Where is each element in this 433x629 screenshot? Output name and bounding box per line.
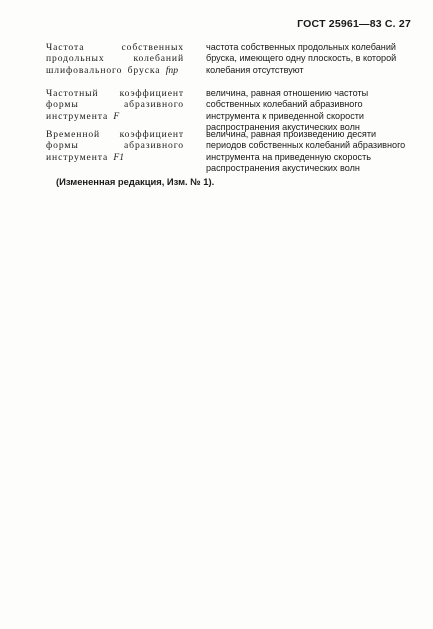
term-row xyxy=(46,88,414,133)
term-symbol: F xyxy=(113,110,120,122)
term-name xyxy=(46,88,184,133)
term-definition: величина, равная произведению десяти периодов собственных колебаний абразивного инструмента на приведенную скорость распространения акустических волн xyxy=(206,129,406,173)
term-row xyxy=(46,129,414,174)
amendment-note: (Измененная редакция, Изм. № 1). xyxy=(56,176,215,187)
term-symbol: F1 xyxy=(113,151,125,163)
term-text: Частота собственных продольных колебаний шлифовального бруска xyxy=(46,42,184,76)
term-name xyxy=(46,42,184,76)
term-text: Временной коэффициент формы абразивного инструмента xyxy=(46,129,184,163)
term-symbol: fпр xyxy=(165,64,179,76)
term-definition: величина, равная отношению частоты собственных колебаний абразивного инструмента к приведенной скорости распространения акустических волн xyxy=(206,88,369,132)
standard-header: ГОСТ 25961—83 С. 27 xyxy=(297,18,411,30)
term-text: Частотный коэффициент формы абразивного инструмента xyxy=(46,88,184,122)
term-definition: частота собственных продольных колебаний бруска, имеющего одну плоскость, в которой колебания отсутствуют xyxy=(206,42,397,75)
term-row xyxy=(46,42,414,76)
term-name xyxy=(46,129,184,174)
